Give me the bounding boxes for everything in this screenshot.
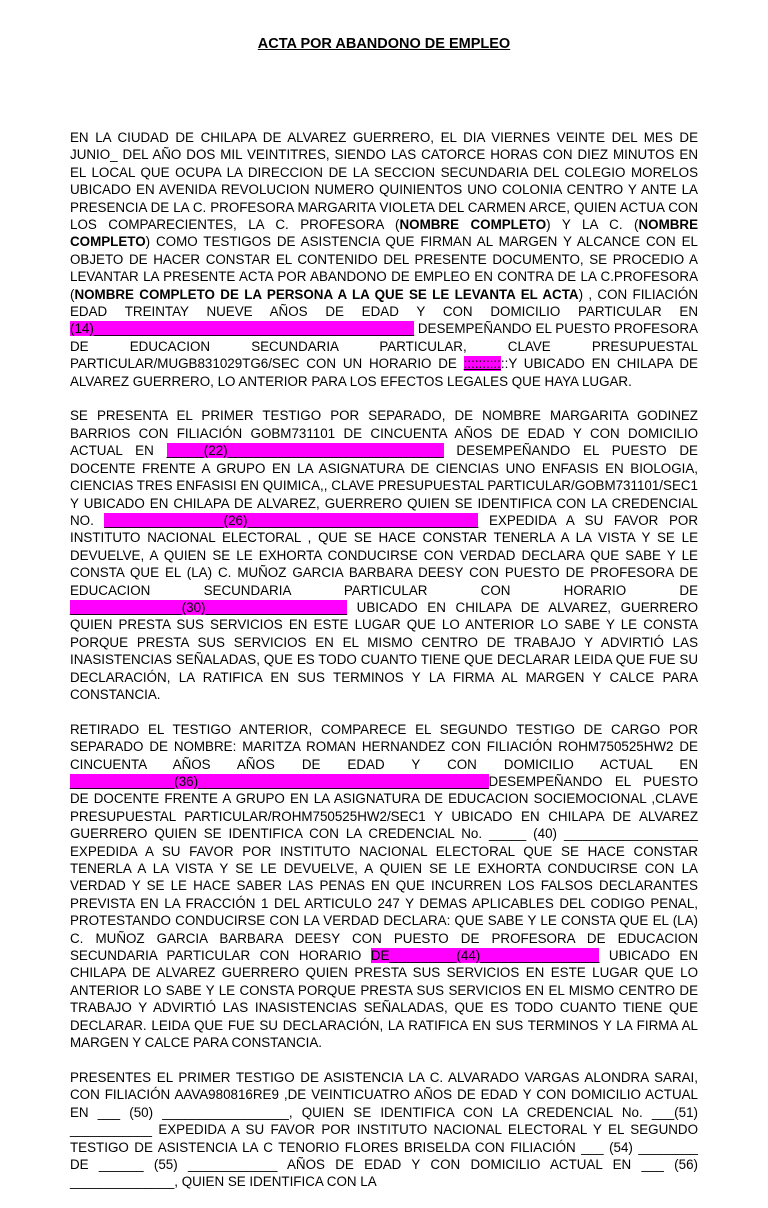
p1-text-6: ::Y UBICADO EN CHILAPA DE ALVAREZ GUERRERO, LO ANTERIOR PARA LOS EFECTOS LEGALES QUE HAYA LUGAR.	[70, 356, 698, 389]
p2-highlight-26: ________________(26)_______________________________	[104, 512, 479, 528]
p2-highlight-22: _____(22)_____________________________	[166, 443, 444, 459]
p4-text-1: PRESENTES EL PRIMER TESTIGO DE ASISTENCIA LA C. ALVARADO VARGAS ALONDRA SARAI, CON FILIACIÓN AAVA980816RE9 ,DE VEINTICUATRO AÑOS DE EDAD Y CON DOMICILIO ACTUAL EN ___ (50) _________________, QUIEN SE IDENTIFICA CON LA CREDENCIAL No. ___(51) ___________ EXPEDIDA A SU FAVOR POR INSTITUTO NACIONAL ELECTORAL Y EL SEGUNDO TESTIGO DE ASISTENCIA LA C TENORIO FLORES BRISELDA CON FILIACIÓN ___ (54) ________ DE ______ (55) ____________ AÑOS DE EDAD Y CON DOMICILIO ACTUAL EN ___ (56) ______________, QUIEN SE IDENTIFICA CON LA	[70, 1069, 698, 1190]
p1-text-3: ) COMO TESTIGOS DE ASISTENCIA QUE FIRMAN AL MARGEN Y ALCANCE CON EL OBJETO DE HACER CONSTAR EL CONTENIDO DEL PRESENTE DOCUMENTO, SE PROCEDIO A LEVANTAR LA PRESENTE ACTA POR ABANDONO DE EMPLEO EN CONTRA DE LA C.PROFESORA (	[70, 234, 698, 302]
p1-text-1: EN LA CIUDAD DE CHILAPA DE ALVAREZ GUERRERO, EL DIA VIERNES VEINTE DEL MES DE JUNIO_ DEL AÑO DOS MIL VEINTITRES, SIENDO LAS CATORCE HORAS CON DIEZ MINUTOS EN EL LOCAL QUE OCUPA LA DIRECCION DE LA SECCION SECUNDARIA DEL COLEGIO MORELOS UBICADO EN AVENIDA REVOLUCION NUMERO QUINIENTOS UNO COLONIA CENTRO Y ANTE LA PRESENCIA DE LA C. PROFESORA MARGARITA VIOLETA DEL CARMEN ARCE, QUIEN ACTUA CON LOS COMPARECIENTES, LA C. PROFESORA (	[70, 130, 698, 233]
p1-bold-2: NOMBRE COMPLETO	[70, 217, 698, 250]
p1-text-5: DESEMPEÑANDO EL PUESTO PROFESORA DE EDUCACION SECUNDARIA PARTICULAR, CLAVE PRESUPUESTAL PARTICULAR/MUGB831029TG6/SEC CON UN HORARIO DE	[70, 321, 698, 372]
paragraph-attendance-witnesses	[70, 1069, 698, 1191]
p1-highlight-14: (14)___________________________________________	[70, 321, 415, 337]
document-title-text: ACTA POR ABANDONO DE EMPLEO	[257, 36, 511, 52]
p2-text-3: EXPEDIDA A SU FAVOR POR INSTITUTO NACIONAL ELECTORAL , QUE SE HACE CONSTAR TENERLA A LA VISTA Y SE LE DEVUELVE, A QUIEN SE LE EXHORTA CONDUCIRSE CON VERDAD DECLARA QUE SABE Y LE CONSTA QUE EL (LA) C. MUÑOZ GARCIA BARBARA DEESY CON PUESTO DE PROFESORA DE EDUCACION SECUNDARIA PARTICULAR CON HORARIO DE	[70, 512, 698, 598]
p1-bold-1: NOMBRE COMPLETO	[399, 217, 547, 233]
p3-text-3: UBICADO EN CHILAPA DE ALVAREZ GUERRERO QUIEN PRESTA SUS SERVICIOS EN ESTE LUGAR QUE LO ANTERIOR LO SABE Y LE CONSTA PORQUE PRESTA SUS SERVICIOS EN EL MISMO CENTRO DE TRABAJO Y ADVIRTIÓ LAS INASISTENCIAS SEÑALADAS, QUE ES TODO CUANTO TIENE QUE DECLARAR. LEIDA QUE FUE SU DECLARACIÓN, LA RATIFICA EN SUS TERMINOS Y LA FIRMA AL MARGEN Y CALCE PARA CONSTANCIA.	[70, 948, 698, 1051]
p2-highlight-30: _______________(30)___________________	[70, 599, 348, 615]
paragraph-second-witness	[70, 721, 698, 1052]
p1-bold-3: NOMBRE COMPLETO DE LA PERSONA A LA QUE SE LE LEVANTA EL ACTA	[74, 286, 579, 302]
p1-highlight-horario: ::::::::::	[463, 356, 501, 372]
paragraph-opening	[70, 129, 698, 390]
p2-text-4: UBICADO EN CHILAPA DE ALVAREZ, GUERRERO QUIEN PRESTA SUS SERVICIOS EN ESTE LUGAR QUE LO ANTERIOR LO SABE Y LE CONSTA PORQUE PRESTA SUS SERVICIOS EN EL MISMO CENTRO DE TRABAJO Y ADVIRTIÓ LAS INASISTENCIAS SEÑALADAS, QUE ES TODO CUANTO TIENE QUE DECLARAR LEIDA QUE FUE SU DECLARACIÓN, LA RATIFICA EN SUS TERMINOS Y LA FIRMA AL MARGEN Y CALCE PARA CONSTANCIA.	[70, 599, 698, 702]
p3-highlight-36: ______________(36)_______________________________________	[70, 774, 489, 789]
paragraph-first-witness	[70, 407, 698, 703]
document-title	[0, 36, 768, 52]
p1-text-2: ) Y LA C. (	[546, 217, 639, 233]
p3-text-1: RETIRADO EL TESTIGO ANTERIOR, COMPARECE EL SEGUNDO TESTIGO DE CARGO POR SEPARADO DE NOMBRE: MARITZA ROMAN HERNANDEZ CON FILIACIÓN ROHM750525HW2 DE CINCUENTA AÑOS AÑOS DE EDAD Y CON DOMICILIO ACTUAL EN	[70, 721, 698, 772]
p3-highlight-44: DE_________(44)________________	[370, 948, 600, 964]
p3-text-2: DESEMPEÑANDO EL PUESTO DE DOCENTE FRENTE A GRUPO EN LA ASIGNATURA DE EDUCACION SOCIEMOCIONAL ,CLAVE PRESUPUESTAL PARTICULAR/ROHM750525HW2/SEC1 Y UBICADO EN CHILAPA DE ALVAREZ GUERRERO QUIEN SE IDENTIFICA CON LA CREDENCIAL No. _____ (40) __________________ EXPEDIDA A SU FAVOR POR INSTITUTO NACIONAL ELECTORAL QUE SE HACE CONSTAR TENERLA A LA VISTA Y SE LE DEVUELVE, A QUIEN SE LE EXHORTA CONDUCIRSE CON LA VERDAD Y SE LE HACE SABER LAS PENAS EN QUE INCURREN LOS FALSOS DECLARANTES PREVISTA EN LA FRACCIÓN 1 DEL ARTICULO 247 Y DEMAS APLICABLES DEL CODIGO PENAL, PROTESTANDO CONDUCIRSE CON LA VERDAD DECLARA: QUE SABE Y LE CONSTA QUE EL (LA) C. MUÑOZ GARCIA BARBARA DEESY CON PUESTO DE PROFESORA DE EDUCACION SECUNDARIA PARTICULAR CON HORARIO	[70, 774, 698, 964]
p2-text-2: DESEMPEÑANDO EL PUESTO DE DOCENTE FRENTE A GRUPO EN LA ASIGNATURA DE CIENCIAS UNO ENFASIS EN BIOLOGIA, CIENCIAS TRES ENFASISI EN QUIMICA,, CLAVE PRESUPUESTAL PARTICULAR/GOBM731101/SEC1 Y UBICADO EN CHILAPA DE ALVAREZ, GUERRERO QUIEN SE IDENTIFICA CON LA CREDENCIAL NO.	[70, 443, 698, 528]
document-body	[70, 129, 698, 1208]
p1-text-4: ) , CON FILIACIÓN EDAD TREINTAY NUEVE AÑOS DE EDAD Y CON DOMICILIO PARTICULAR EN	[70, 286, 698, 320]
p2-text-1: SE PRESENTA EL PRIMER TESTIGO POR SEPARADO, DE NOMBRE MARGARITA GODINEZ BARRIOS CON FILIACIÓN GOBM731101 DE CINCUENTA AÑOS DE EDAD Y CON DOMICILIO ACTUAL EN	[70, 408, 698, 459]
